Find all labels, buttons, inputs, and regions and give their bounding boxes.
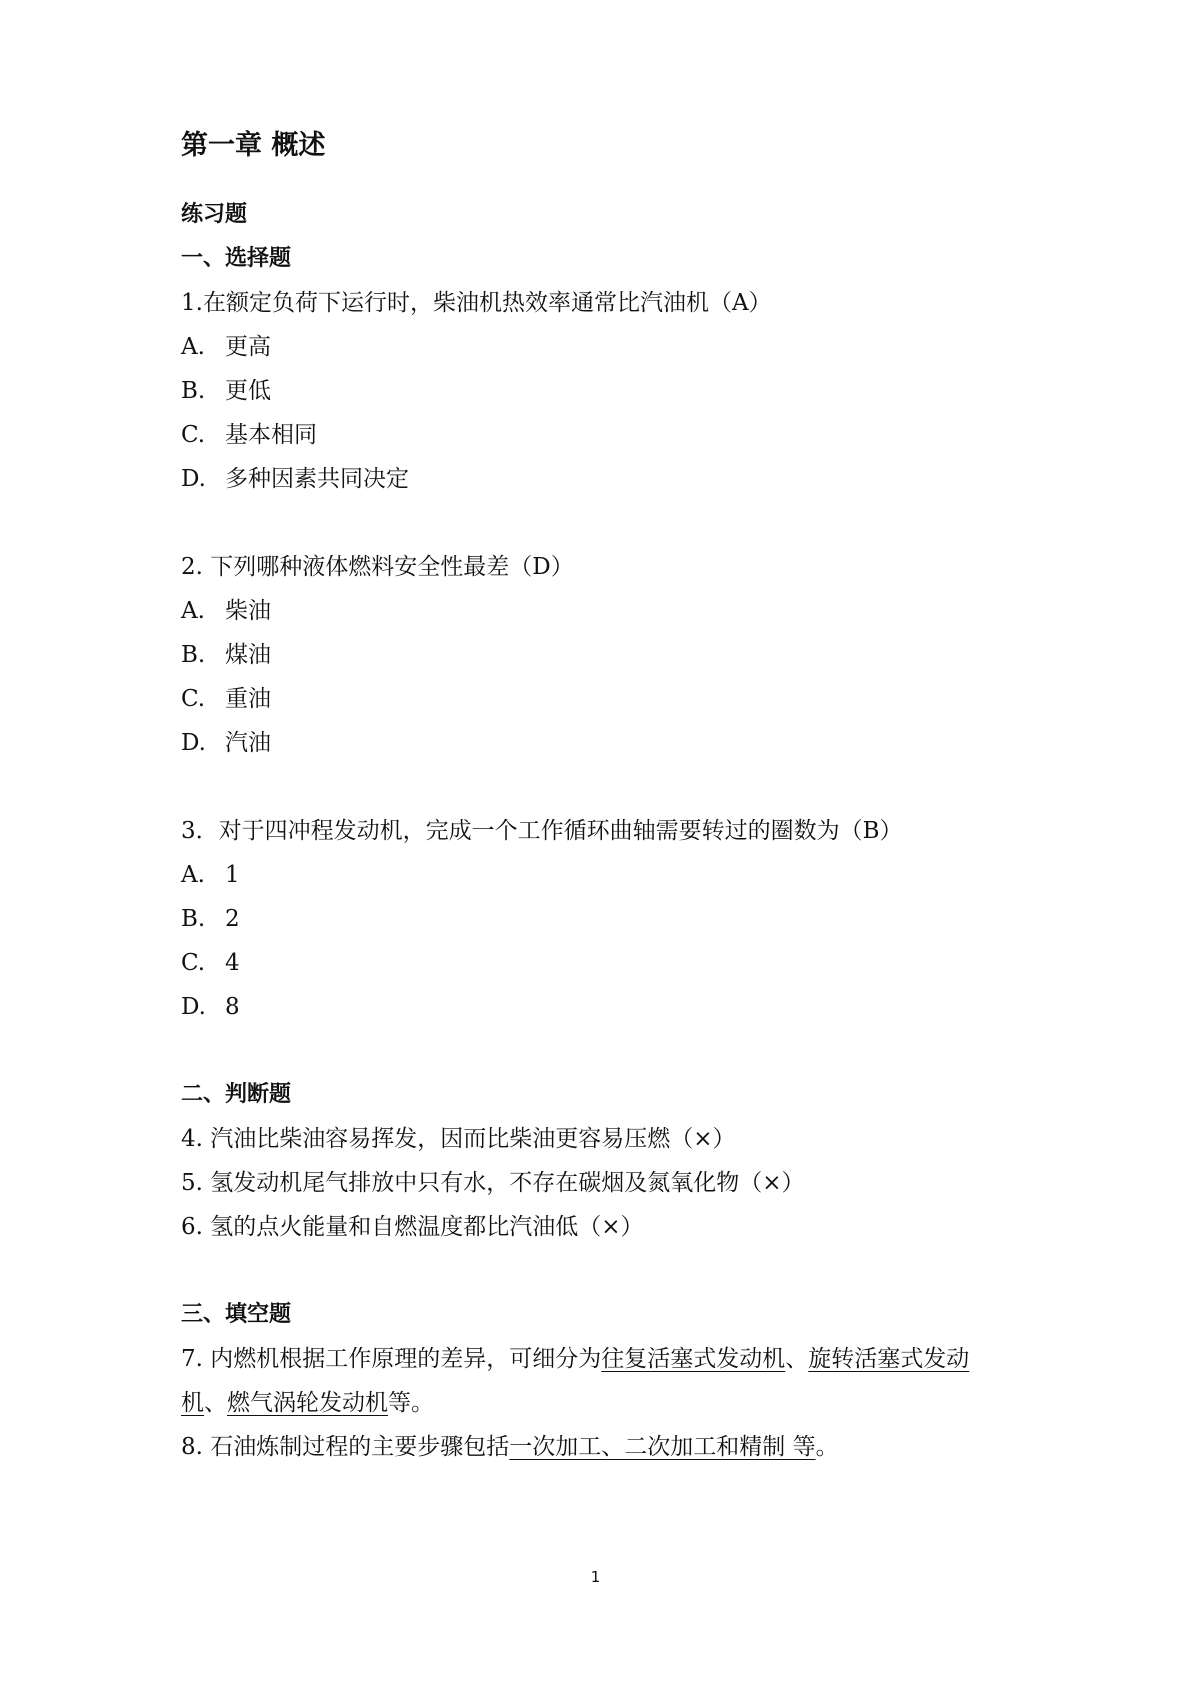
option-3c [181, 948, 240, 978]
option-letter: D. [181, 994, 206, 1020]
option-letter: C. [181, 686, 206, 712]
option-1a [181, 332, 271, 362]
judge-item-6: 6. 氢的点火能量和自燃温度都比汽油低（×） [181, 1214, 644, 1240]
question-2: 2. 下列哪种液体燃料安全性最差（D） [181, 554, 574, 580]
option-text: 更高 [225, 334, 271, 360]
fill-answer: 往复活塞式发动机 [601, 1346, 786, 1372]
option-letter: A. [181, 862, 205, 888]
option-2d [181, 728, 271, 758]
option-text: 煤油 [225, 642, 271, 668]
option-text: 柴油 [225, 598, 271, 624]
section-title-fill: 三、填空题 [181, 1302, 292, 1327]
fill-answer: 燃气涡轮发动机 [227, 1390, 388, 1416]
fill-text: 8. 石油炼制过程的主要步骤包括 [181, 1434, 510, 1460]
judge-item-5: 5. 氢发动机尾气排放中只有水，不存在碳烟及氮氧化物（×） [181, 1170, 805, 1196]
option-2b [181, 640, 271, 670]
question-1: 1.在额定负荷下运行时，柴油机热效率通常比汽油机（A） [181, 290, 772, 316]
option-1d [181, 464, 409, 494]
fill-text: 7. 内燃机根据工作原理的差异，可细分为 [181, 1346, 602, 1372]
option-3a [181, 860, 240, 890]
fill-answer: 一次加工、二次加工和精制 等 [509, 1434, 816, 1460]
option-text: 重油 [225, 686, 271, 712]
question-3: 3．对于四冲程发动机，完成一个工作循环曲轴需要转过的圈数为（B） [181, 818, 903, 844]
option-text: 4 [225, 950, 240, 976]
option-text: 多种因素共同决定 [225, 466, 409, 492]
fill-text: 。 [815, 1434, 839, 1460]
option-letter: D. [181, 466, 206, 492]
option-3d [181, 992, 240, 1022]
fill-text: 、 [204, 1390, 227, 1416]
option-letter: A. [181, 334, 205, 360]
option-1b [181, 376, 271, 406]
option-2a [181, 596, 271, 626]
judge-item-4: 4. 汽油比柴油容易挥发，因而比柴油更容易压燃（×） [181, 1126, 736, 1152]
option-letter: D. [181, 730, 206, 756]
fill-question-7 [181, 1344, 969, 1374]
chapter-title: 第一章 概述 [181, 130, 326, 161]
fill-answer: 旋转活塞式发动 [808, 1346, 970, 1372]
option-text: 8 [225, 994, 240, 1020]
option-letter: B. [181, 906, 206, 932]
fill-text: 等。 [388, 1390, 434, 1416]
option-letter: B. [181, 378, 206, 404]
fill-answer: 机 [181, 1390, 204, 1416]
option-text: 汽油 [225, 730, 271, 756]
section-title-judge: 二、判断题 [181, 1082, 292, 1107]
option-1c [181, 420, 317, 450]
exercises-heading: 练习题 [181, 202, 248, 227]
fill-text: 、 [785, 1346, 809, 1372]
option-2c [181, 684, 271, 714]
fill-question-7-cont [181, 1388, 434, 1418]
option-letter: C. [181, 422, 206, 448]
option-letter: A. [181, 598, 205, 624]
option-text: 基本相同 [225, 422, 317, 448]
option-3b [181, 904, 240, 934]
option-letter: C. [181, 950, 206, 976]
section-title-choice: 一、选择题 [181, 246, 292, 271]
fill-question-8 [181, 1432, 839, 1462]
option-text: 更低 [225, 378, 271, 404]
option-text: 2 [225, 906, 240, 932]
option-letter: B. [181, 642, 206, 668]
page-number: 1 [590, 1568, 601, 1586]
option-text: 1 [225, 862, 240, 888]
